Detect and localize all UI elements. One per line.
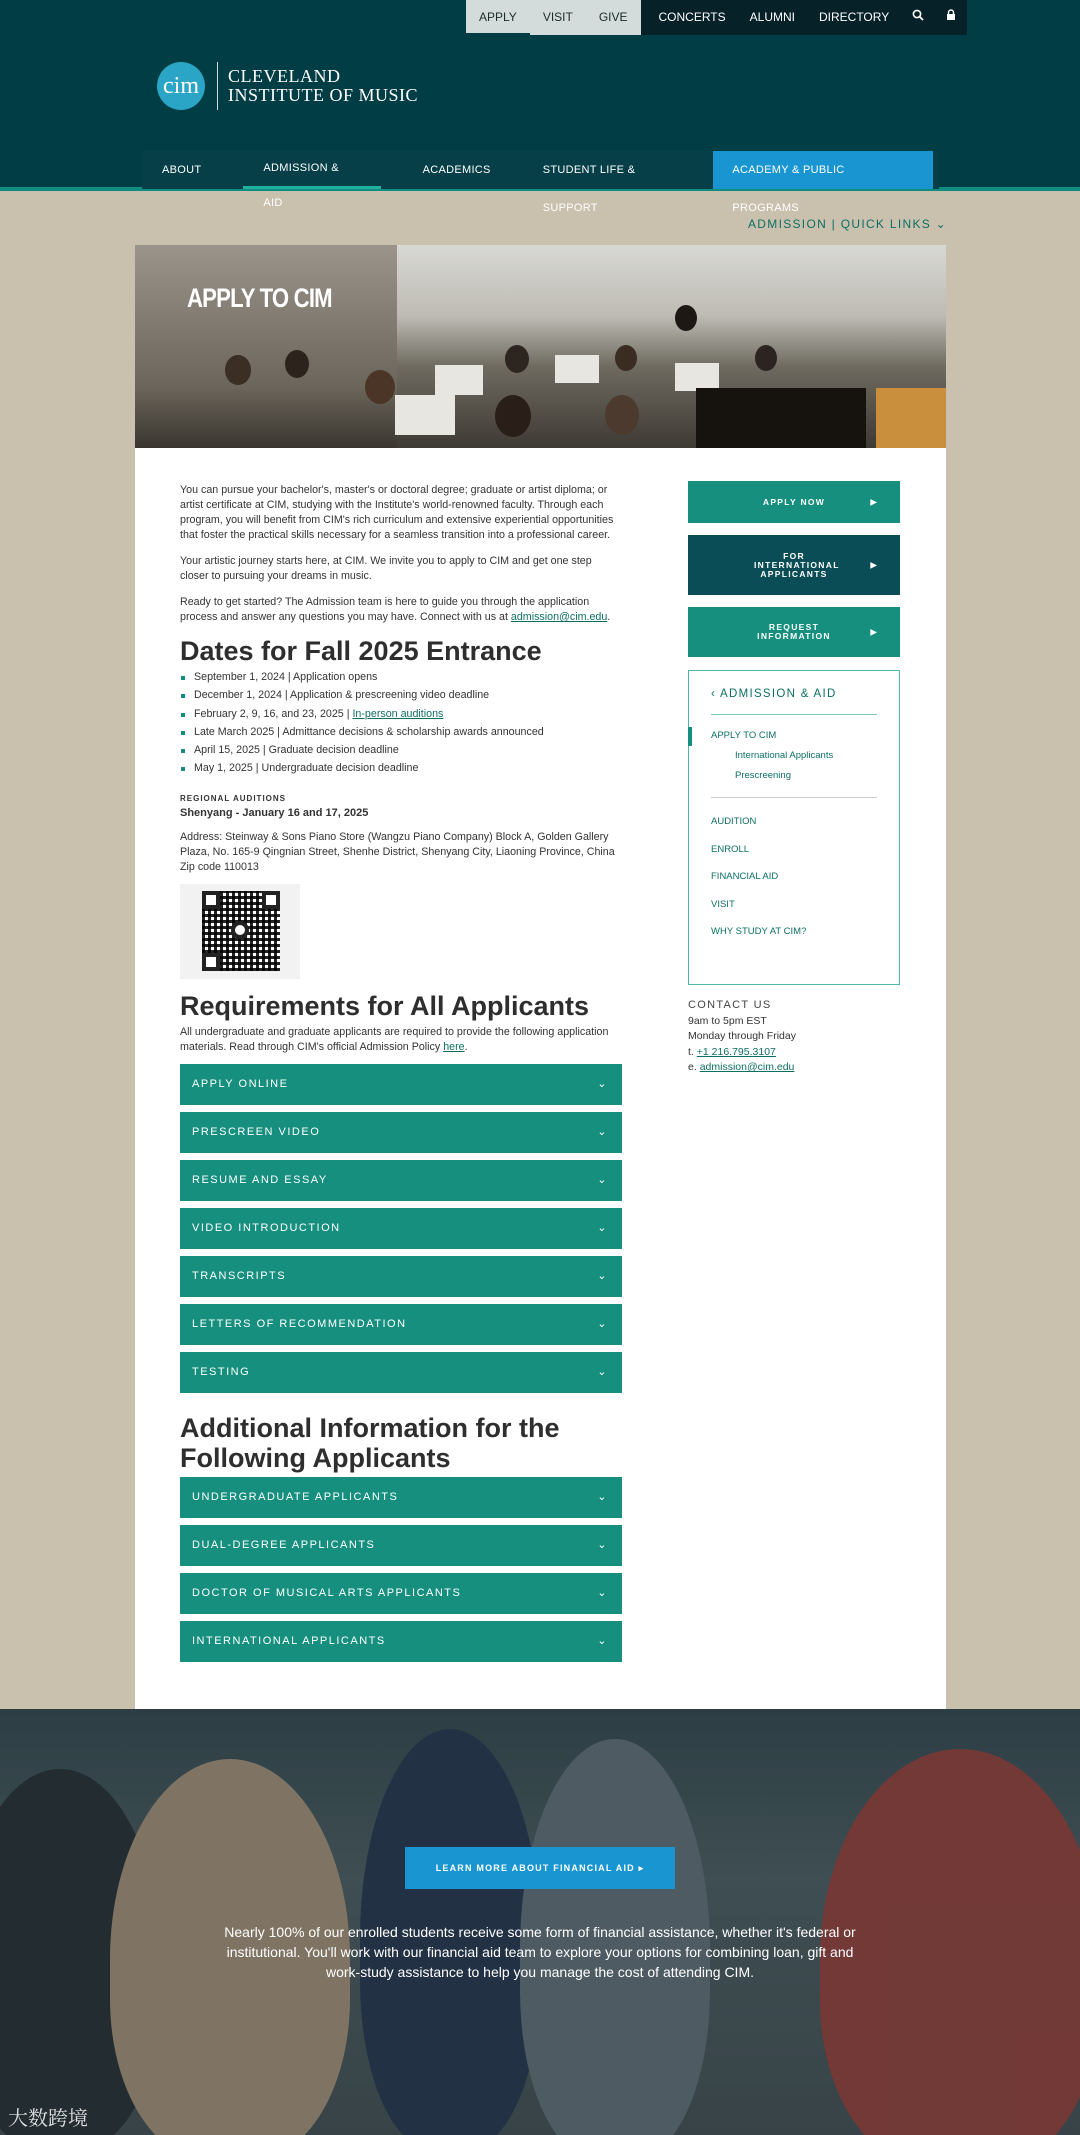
chevron-down-icon: ⌄ — [597, 1634, 608, 1647]
date-item — [180, 725, 622, 743]
contact-phone-link[interactable]: +1 216.795.3107 — [696, 1045, 776, 1058]
contact-hours: 9am to 5pm EST — [688, 1014, 767, 1027]
play-arrow-icon: ▶ — [870, 627, 878, 637]
cta-label: FOR INTERNATIONAL APPLICANTS — [754, 550, 840, 579]
util-link-directory[interactable]: DIRECTORY — [818, 10, 890, 24]
regional-auditions-label: REGIONAL AUDITIONS — [180, 793, 287, 803]
chevron-down-icon: ⌄ — [597, 1125, 608, 1138]
in-person-auditions-link[interactable]: In-person auditions — [352, 707, 444, 720]
conductor-shape — [675, 305, 697, 331]
intro-paragraph-1: You can pursue your bachelor's, master's or doctoral degree; graduate or artist diploma; or artist certificate at CIM, studying with the Institute's world-renowned faculty. Through each program, you will benefit from CIM's rich curriculum and extensive experiential opportunities that foster the practical skills necessary for a seamless transition into a professional career. — [180, 484, 614, 541]
musician-shape — [285, 350, 309, 378]
main-column — [180, 483, 622, 1669]
admission-policy-link[interactable]: here — [443, 1040, 465, 1053]
cta-label: REQUEST INFORMATION — [757, 622, 831, 641]
date-item-text: February 2, 9, 16, and 23, 2025 | — [194, 707, 353, 720]
util-link-apply[interactable]: APPLY — [466, 0, 530, 35]
musician-shape — [365, 370, 395, 404]
logo-line-1: CLEVELAND — [228, 66, 341, 86]
accordion-testing[interactable] — [180, 1352, 622, 1393]
section-nav-title[interactable]: ‹ ADMISSION & AID — [711, 688, 877, 715]
site-logo[interactable] — [157, 62, 418, 110]
nav-admission-aid[interactable]: ADMISSION & AID — [243, 151, 380, 189]
contact-label: CONTACT US — [688, 999, 772, 1011]
section-nav-why-cim[interactable]: WHY STUDY AT CIM? — [711, 926, 807, 937]
contact-phone-row — [688, 1045, 900, 1061]
contact-days: Monday through Friday — [688, 1030, 796, 1042]
financial-aid-banner — [0, 1709, 1080, 2135]
util-link-alumni[interactable]: ALUMNI — [749, 10, 795, 24]
search-icon[interactable] — [901, 0, 935, 35]
musician-shape — [605, 395, 639, 435]
harp-shape — [876, 388, 946, 448]
international-applicants-button[interactable] — [688, 535, 900, 595]
chevron-down-icon: ⌄ — [597, 1586, 608, 1599]
intro-paragraph-3-text: Ready to get started? The Admission team is here to guide you through the application process and answer any questions you may have. Connect with us at — [180, 596, 590, 623]
chevron-down-icon: ⌄ — [597, 1317, 608, 1330]
date-item-text: May 1, 2025 | Undergraduate decision deadline — [194, 762, 419, 775]
util-link-concerts[interactable]: CONCERTS — [658, 10, 726, 24]
accordion-label: VIDEO INTRODUCTION — [192, 1221, 341, 1234]
watermark: 大数跨境 — [8, 2108, 88, 2130]
accordion-video-introduction[interactable] — [180, 1208, 622, 1249]
dates-list — [180, 670, 622, 780]
section-nav-sub-prescreening[interactable]: Prescreening — [735, 770, 791, 781]
phone-prefix: t. — [688, 1045, 697, 1058]
chevron-down-icon: ⌄ — [597, 1173, 608, 1186]
nav-about[interactable]: ABOUT — [162, 164, 202, 176]
logo-mark: cim — [157, 62, 205, 110]
musician-shape — [615, 345, 637, 371]
accordion-apply-online[interactable] — [180, 1064, 622, 1105]
regional-address: Address: Steinway & Sons Piano Store (Wangzu Piano Company) Block A, Golden Gallery Plaza, No. 165-9 Qingnian Street, Shenhe District, Shenyang City, Liaoning Province, China — [180, 830, 615, 858]
nav-academy-public-programs[interactable]: ACADEMY & PUBLIC PROGRAMS — [713, 151, 933, 189]
accordion-label: APPLY ONLINE — [192, 1077, 289, 1090]
accordion-letters[interactable] — [180, 1304, 622, 1345]
nav-student-life[interactable]: STUDENT LIFE & SUPPORT — [542, 164, 636, 214]
music-stand-shape — [675, 363, 719, 391]
requirements-intro — [180, 1025, 622, 1055]
sidebar — [688, 481, 900, 1076]
qr-corner — [202, 891, 220, 909]
date-item — [180, 707, 622, 725]
regional-zip: Zip code 110013 — [180, 860, 259, 873]
chevron-down-icon: ⌄ — [597, 1269, 608, 1282]
musician-shape — [505, 345, 529, 373]
lock-icon[interactable] — [935, 0, 967, 35]
play-arrow-icon: ▶ — [870, 560, 878, 570]
main-content-card — [135, 245, 946, 1745]
nav-academics[interactable]: ACADEMICS — [422, 164, 491, 176]
dates-heading: Dates for Fall 2025 Entrance — [180, 636, 542, 666]
contact-email-row — [688, 1060, 900, 1076]
date-item-text: Late March 2025 | Admittance decisions & scholarship awards announced — [194, 725, 544, 738]
hero-banner — [135, 245, 946, 448]
chevron-down-icon: ⌄ — [597, 1221, 608, 1234]
date-item — [180, 761, 622, 779]
financial-aid-button[interactable]: LEARN MORE ABOUT FINANCIAL AID ▸ — [405, 1847, 675, 1889]
additional-accordion — [180, 1477, 622, 1662]
intro-paragraph-3-end: . — [607, 611, 611, 623]
chevron-down-icon: ⌄ — [597, 1538, 608, 1551]
accordion-label: UNDERGRADUATE APPLICANTS — [192, 1490, 399, 1503]
chevron-down-icon: ⌄ — [597, 1365, 608, 1378]
music-stand-shape — [435, 365, 483, 395]
logo-line-2: INSTITUTE OF MUSIC — [228, 85, 419, 105]
requirements-accordion — [180, 1064, 622, 1393]
wechat-qr-code — [180, 884, 300, 979]
cta-label: APPLY NOW — [762, 496, 826, 507]
accordion-undergraduate[interactable] — [180, 1477, 622, 1518]
section-nav-current[interactable]: APPLY TO CIM — [711, 730, 877, 741]
site-header — [0, 0, 1080, 214]
accordion-transcripts[interactable] — [180, 1256, 622, 1297]
additional-heading: Additional Information for the Following Applicants — [180, 1412, 560, 1473]
musician-shape — [755, 345, 777, 371]
accordion-label: RESUME AND ESSAY — [192, 1173, 328, 1186]
qr-corner — [202, 953, 220, 971]
section-nav-visit[interactable]: VISIT — [711, 898, 735, 910]
piano-shape — [696, 388, 866, 448]
util-link-give[interactable]: GIVE — [598, 10, 628, 24]
email-prefix: e. — [688, 1061, 700, 1073]
requirements-intro-text: All undergraduate and graduate applicants are required to provide the following application materials. Read through CIM's official Admission Policy — [180, 1025, 609, 1053]
accordion-label: TESTING — [192, 1365, 251, 1378]
financial-aid-text: Nearly 100% of our enrolled students receive some form of financial assistance, whether it's federal or institutional. You'll work with our financial aid team to explore your options for combining loan, gift and work-study assistance to help you manage the cost of attending CIM. — [224, 1924, 856, 1980]
accordion-dma[interactable] — [180, 1573, 622, 1614]
music-stand-shape — [555, 355, 599, 383]
accordion-label: DOCTOR OF MUSICAL ARTS APPLICANTS — [192, 1586, 462, 1599]
music-stand-shape — [395, 395, 455, 435]
date-item-text: December 1, 2024 | Application & prescreening video deadline — [194, 689, 490, 702]
hero-left-panel — [135, 245, 397, 448]
requirements-intro-end: . — [464, 1040, 468, 1053]
section-nav — [688, 670, 900, 985]
section-nav-enroll[interactable]: ENROLL — [711, 843, 750, 855]
intro-paragraph-2: Your artistic journey starts here, at CIM. We invite you to apply to CIM and get one step closer to pursuing your dreams in music. — [180, 555, 592, 582]
utility-nav — [466, 0, 967, 35]
section-nav-audition[interactable]: AUDITION — [711, 816, 757, 827]
quick-links-dropdown[interactable]: ADMISSION | QUICK LINKS ⌄ — [748, 217, 948, 231]
utility-nav-secondary — [641, 0, 968, 35]
accordion-international[interactable] — [180, 1621, 622, 1662]
page-title: APPLY TO CIM — [187, 283, 332, 313]
apply-now-button[interactable] — [688, 481, 900, 523]
accordion-label: PRESCREEN VIDEO — [192, 1125, 321, 1138]
accordion-prescreen-video[interactable] — [180, 1112, 622, 1153]
wechat-icon — [231, 921, 249, 939]
date-item — [180, 688, 622, 706]
contact-email-link[interactable]: admission@cim.edu — [699, 1061, 795, 1073]
date-item — [180, 743, 622, 761]
chevron-down-icon: ⌄ — [597, 1077, 608, 1090]
musician-shape — [495, 395, 531, 437]
util-link-visit[interactable]: VISIT — [542, 10, 573, 24]
date-item-text: September 1, 2024 | Application opens — [194, 671, 378, 683]
main-nav — [142, 151, 939, 214]
qr-corner — [262, 891, 280, 909]
logo-wordmark — [228, 67, 418, 105]
requirements-heading: Requirements for All Applicants — [180, 990, 590, 1021]
accordion-label: DUAL-DEGREE APPLICANTS — [192, 1538, 376, 1551]
chevron-down-icon: ⌄ — [597, 1490, 608, 1503]
admission-email-link[interactable]: admission@cim.edu — [510, 611, 608, 623]
section-nav-financial-aid[interactable]: FINANCIAL AID — [711, 871, 779, 882]
date-item-text: April 15, 2025 | Graduate decision deadline — [194, 744, 399, 757]
request-information-button[interactable] — [688, 607, 900, 657]
play-arrow-icon: ▶ — [870, 497, 878, 507]
section-nav-divider — [711, 797, 877, 798]
accordion-label: TRANSCRIPTS — [192, 1269, 287, 1282]
section-nav-sub-international[interactable]: International Applicants — [735, 750, 834, 761]
logo-divider — [217, 62, 218, 110]
regional-auditions-city: Shenyang - January 16 and 17, 2025 — [180, 806, 369, 819]
utility-nav-primary — [466, 0, 641, 35]
contact-block — [688, 998, 900, 1076]
musician-shape — [225, 355, 251, 385]
accordion-label: LETTERS OF RECOMMENDATION — [192, 1317, 407, 1330]
accordion-resume-essay[interactable] — [180, 1160, 622, 1201]
accordion-label: INTERNATIONAL APPLICANTS — [192, 1634, 386, 1647]
date-item — [180, 670, 622, 688]
intro-paragraph-3 — [180, 595, 622, 625]
accordion-dual-degree[interactable] — [180, 1525, 622, 1566]
